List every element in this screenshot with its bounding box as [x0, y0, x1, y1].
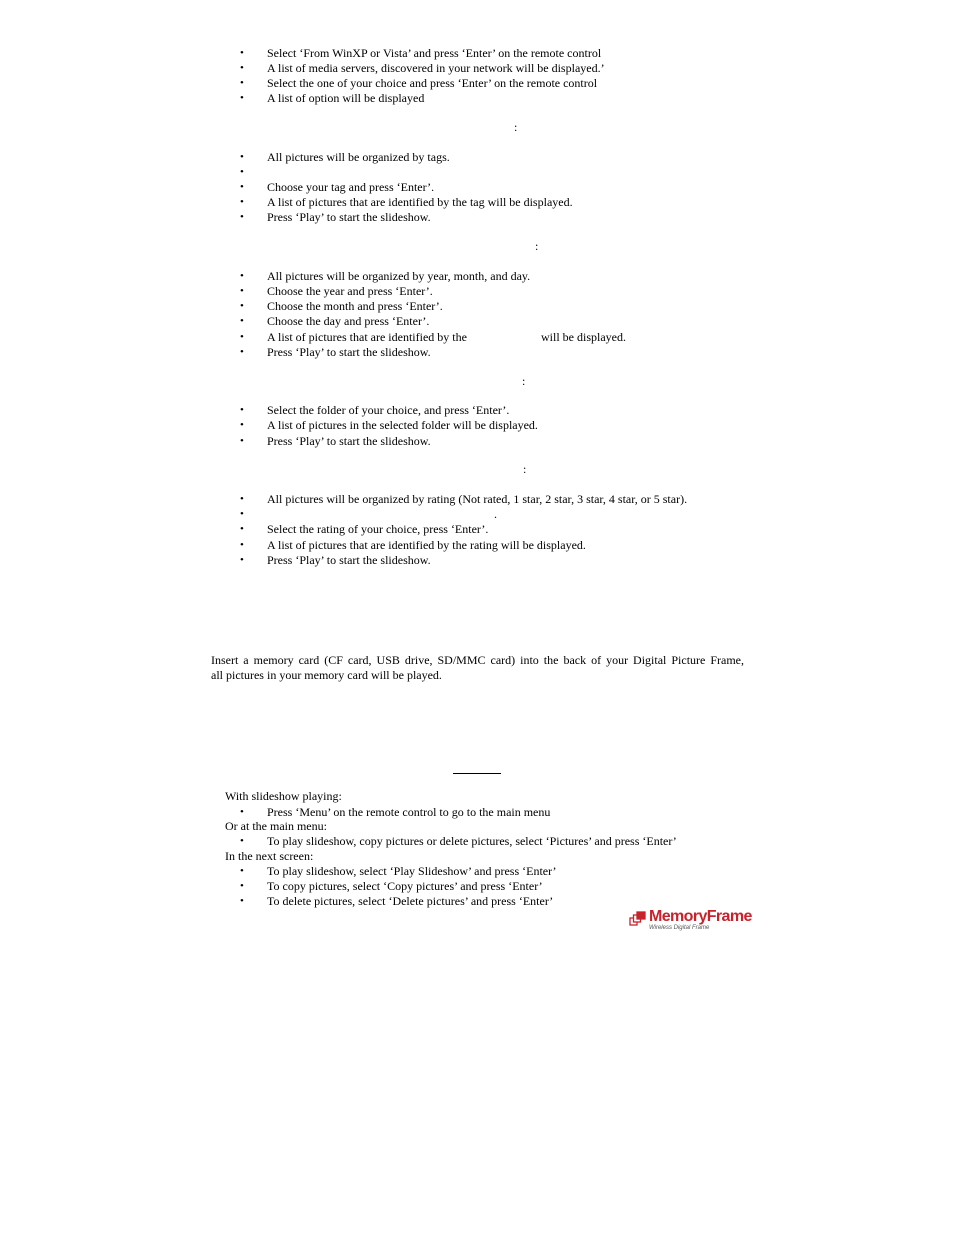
memoryframe-logo [629, 907, 752, 935]
next-screen-intro: In the next screen: [225, 849, 314, 863]
stacked-frames-icon [629, 911, 647, 927]
logo-tagline: Wireless Digital Frame [649, 925, 710, 931]
heading-colon: : [514, 120, 518, 134]
heading-colon: : [522, 374, 526, 388]
heading-colon: : [535, 239, 539, 253]
heading-colon: : [523, 462, 527, 476]
memory-card-paragraph-line-2: all pictures in your memory card will be played. [211, 668, 442, 682]
logo-wordmark: MemoryFrame [649, 908, 752, 925]
memory-card-paragraph-line-1: Insert a memory card (CF card, USB drive, SD/MMC card) into the back of your Digital Picture Frame, [211, 653, 744, 667]
section-heading-underline [453, 773, 501, 774]
main-menu-intro: Or at the main menu: [225, 819, 327, 833]
slideshow-playing-intro: With slideshow playing: [225, 789, 342, 803]
list-item-suffix: will be displayed. [541, 330, 626, 344]
